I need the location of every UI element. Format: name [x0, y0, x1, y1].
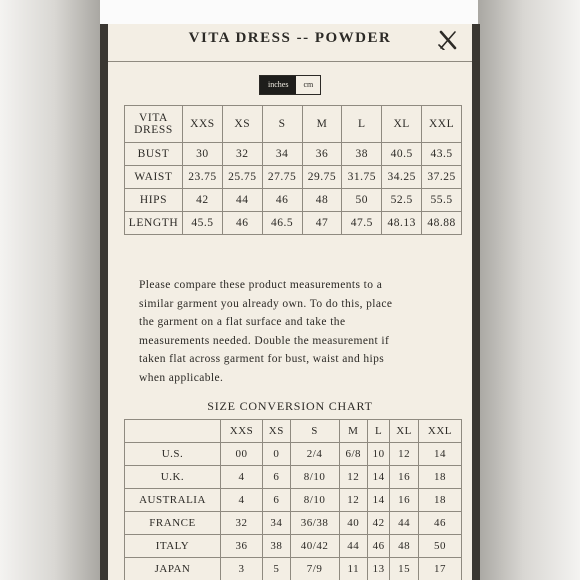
conversion-chart-title: SIZE CONVERSION CHART [207, 399, 373, 413]
conversion-cell: 40/42 [290, 535, 339, 558]
table-row [125, 443, 462, 466]
conversion-cell: 6 [263, 466, 291, 489]
measurement-cell: 25.75 [222, 166, 262, 189]
conversion-cell: 12 [390, 443, 419, 466]
conversion-cell: 8/10 [290, 466, 339, 489]
conversion-cell: 14 [418, 443, 461, 466]
measurement-cell: 34 [262, 143, 302, 166]
size-header-cell: S [290, 420, 339, 443]
conversion-cell: 4 [221, 489, 263, 512]
corner-line: VITA [139, 112, 168, 124]
conversion-cell: 17 [418, 558, 461, 580]
conversion-cell: 6/8 [339, 443, 367, 466]
measurement-cell: 31.75 [342, 166, 382, 189]
conversion-cell: 14 [367, 466, 389, 489]
conversion-cell: 38 [263, 535, 291, 558]
row-label-cell: BUST [125, 143, 183, 166]
table-row [125, 535, 462, 558]
measurement-cell: 43.5 [422, 143, 462, 166]
measurement-cell: 52.5 [382, 189, 422, 212]
conversion-cell: 18 [418, 489, 461, 512]
measurement-cell: 36 [302, 143, 342, 166]
size-header-cell: XXL [418, 420, 461, 443]
size-header-cell: XXS [221, 420, 263, 443]
conversion-cell: 16 [390, 466, 419, 489]
table-row [125, 166, 462, 189]
conversion-cell: 4 [221, 466, 263, 489]
conversion-cell: 2/4 [290, 443, 339, 466]
measurement-cell: 50 [342, 189, 382, 212]
conversion-cell: 36/38 [290, 512, 339, 535]
measurement-cell: 37.25 [422, 166, 462, 189]
instruction-line: similar garment you already own. To do this, place [139, 297, 393, 310]
conversion-cell: 34 [263, 512, 291, 535]
conversion-cell: 12 [339, 466, 367, 489]
region-label-cell: AUSTRALIA [125, 489, 221, 512]
table-row [125, 212, 462, 235]
conversion-cell: 40 [339, 512, 367, 535]
size-header-cell: XS [222, 106, 262, 143]
close-icon[interactable] [438, 30, 458, 50]
region-label-cell: U.S. [125, 443, 221, 466]
conversion-cell: 42 [367, 512, 389, 535]
measurement-cell: 47.5 [342, 212, 382, 235]
measurement-cell: 47 [302, 212, 342, 235]
size-header-cell: M [302, 106, 342, 143]
row-label-cell: HIPS [125, 189, 183, 212]
conversion-cell: 13 [367, 558, 389, 580]
row-label-cell: WAIST [125, 166, 183, 189]
region-label-cell: U.K. [125, 466, 221, 489]
conversion-cell: 50 [418, 535, 461, 558]
conversion-cell: 6 [263, 489, 291, 512]
measurement-cell: 40.5 [382, 143, 422, 166]
table-row [125, 512, 462, 535]
measurement-cell: 46.5 [262, 212, 302, 235]
conversion-cell: 46 [367, 535, 389, 558]
conversion-cell: 46 [418, 512, 461, 535]
size-header-cell: XXL [422, 106, 462, 143]
measurement-cell: 46 [262, 189, 302, 212]
conversion-cell: 36 [221, 535, 263, 558]
instruction-line: measurements needed. Double the measurement if [139, 334, 390, 347]
instruction-line: the garment on a flat surface and take the [139, 316, 346, 328]
conversion-cell: 10 [367, 443, 389, 466]
measurement-cell: 42 [183, 189, 223, 212]
size-chart-modal [100, 24, 480, 580]
row-label-cell: LENGTH [125, 212, 183, 235]
size-header-cell: L [342, 106, 382, 143]
conversion-cell: 48 [390, 535, 419, 558]
measurement-cell: 46 [222, 212, 262, 235]
measurement-cell: 44 [222, 189, 262, 212]
size-header-cell: S [262, 106, 302, 143]
measurement-cell: 48 [302, 189, 342, 212]
table-row [125, 143, 462, 166]
table-header-row [125, 420, 462, 443]
measurement-cell: 45.5 [183, 212, 223, 235]
table-row [125, 558, 462, 580]
measurement-cell: 48.88 [422, 212, 462, 235]
measurement-cell: 29.75 [302, 166, 342, 189]
measurement-cell: 30 [183, 143, 223, 166]
measurement-cell: 27.75 [262, 166, 302, 189]
conversion-cell: 44 [339, 535, 367, 558]
conversion-cell: 11 [339, 558, 367, 580]
measurement-instructions [139, 276, 429, 387]
instruction-line: taken flat across garment for bust, waist and hips [139, 353, 385, 365]
size-header-cell: M [339, 420, 367, 443]
conversion-cell: 16 [390, 489, 419, 512]
modal-title: VITA DRESS -- POWDER [188, 30, 392, 46]
measurement-cell: 34.25 [382, 166, 422, 189]
table-corner-cell [125, 420, 221, 443]
table-header-row [125, 106, 462, 143]
size-header-cell: XL [382, 106, 422, 143]
unit-toggle [259, 75, 321, 95]
size-header-cell: XL [390, 420, 419, 443]
conversion-cell: 15 [390, 558, 419, 580]
instruction-line: when applicable. [139, 371, 224, 384]
size-header-cell: XS [263, 420, 291, 443]
instruction-line: Please compare these product measurements to a [139, 279, 383, 291]
table-corner-label [125, 106, 183, 143]
conversion-cell: 3 [221, 558, 263, 580]
conversion-cell: 14 [367, 489, 389, 512]
backdrop-right [478, 0, 580, 580]
conversion-cell: 0 [263, 443, 291, 466]
table-row [125, 489, 462, 512]
region-label-cell: ITALY [125, 535, 221, 558]
conversion-cell: 8/10 [290, 489, 339, 512]
unit-inches-button[interactable]: inches [260, 76, 296, 94]
unit-cm-button[interactable]: cm [296, 76, 320, 94]
conversion-cell: 00 [221, 443, 263, 466]
region-label-cell: FRANCE [125, 512, 221, 535]
region-label-cell: JAPAN [125, 558, 221, 580]
backdrop-left [0, 0, 100, 580]
table-row [125, 466, 462, 489]
conversion-cell: 7/9 [290, 558, 339, 580]
header-divider [108, 61, 472, 62]
measurement-cell: 23.75 [183, 166, 223, 189]
conversion-cell: 12 [339, 489, 367, 512]
conversion-cell: 18 [418, 466, 461, 489]
corner-line: DRESS [134, 124, 173, 136]
measurement-cell: 48.13 [382, 212, 422, 235]
size-header-cell: L [367, 420, 389, 443]
measurement-cell: 55.5 [422, 189, 462, 212]
conversion-cell: 5 [263, 558, 291, 580]
measurement-cell: 38 [342, 143, 382, 166]
conversion-cell: 44 [390, 512, 419, 535]
size-measurement-table [124, 105, 462, 235]
table-row [125, 189, 462, 212]
conversion-cell: 32 [221, 512, 263, 535]
size-header-cell: XXS [183, 106, 223, 143]
size-conversion-table [124, 419, 462, 580]
measurement-cell: 32 [222, 143, 262, 166]
